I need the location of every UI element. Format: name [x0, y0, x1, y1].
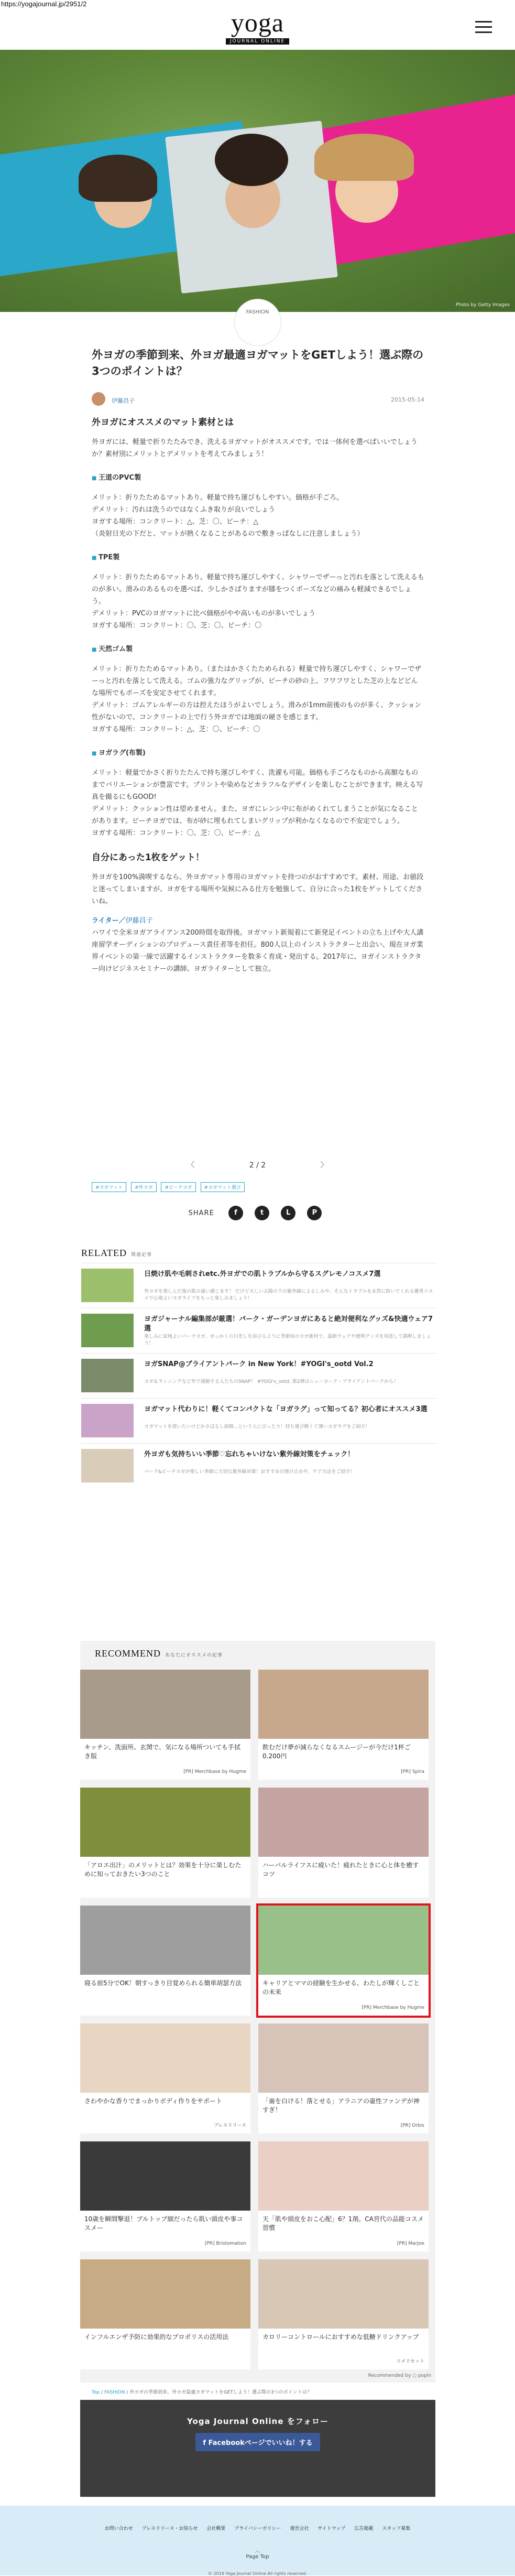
photo-credit: Photo by Getty Images — [455, 302, 510, 308]
pinterest-icon[interactable]: P — [307, 1206, 322, 1220]
card-title[interactable]: 寝る前5分でOK！朝すっきり目覚められる簡単胡瑟方法 — [84, 1979, 242, 1987]
rug-demerit: デメリット：クッション性は望めません。また、ヨガにレンシ中に布がめくれてしまうことが気になることがあります。ビーチヨガでは、布が砂に埋もれてしまいグリップが利かなくなるので不安定でしょう。 — [92, 805, 418, 825]
breadcrumb-category[interactable]: FASHION — [104, 2390, 125, 2395]
card-sponsor: [PR] Spira — [401, 1769, 424, 1774]
site-logo[interactable] — [0, 10, 515, 45]
material-heading-rug: ■ ヨガラグ(布製) — [92, 747, 424, 760]
author-name[interactable]: 伊藤昌子 — [112, 397, 135, 404]
person-1-hair — [79, 155, 157, 202]
rubber-place: ヨガする場所：コンクリート：△、芝：〇、ビーチ：〇 — [92, 726, 260, 733]
facebook-icon[interactable]: f — [228, 1206, 243, 1220]
recommend-card[interactable] — [80, 1670, 250, 1780]
card-image[interactable] — [80, 1670, 250, 1739]
breadcrumb-current: 外ヨガの季節到来、外ヨガ最適ヨガマットをGETしよう！選ぶ際の3つのポイントは？ — [129, 2390, 312, 2395]
tpe-place: ヨガする場所：コンクリート：〇、芝：〇、ビーチ：〇 — [92, 622, 262, 630]
writer-line — [92, 915, 424, 927]
writer-link[interactable]: 伊藤昌子 — [125, 917, 153, 925]
share-label: SHARE — [188, 1209, 214, 1217]
tpe-merit: メリット：折りたためるマットあり。軽量で持ち運びしやすく、シャワーでザーっと汚れを落として洗えるものが多い。滑みのあるものを選べば、少しかさばりますが膝をつくポーズなどの痛みも軽減できるでしょう。 — [92, 573, 424, 605]
tag-item[interactable]: #ヨガマット — [92, 1182, 126, 1192]
card-sponsor: コメリセット — [396, 2359, 424, 2364]
article-body — [92, 417, 424, 980]
related-thumb[interactable] — [81, 1449, 134, 1482]
card-sponsor: プレスリリース — [214, 2123, 246, 2128]
footer-link[interactable]: プライバシーポリシー — [234, 2526, 281, 2531]
recommend-heading: RECOMMEND あなたにオススメの記事 — [95, 1648, 223, 1659]
related-thumb[interactable] — [81, 1359, 134, 1392]
card-title[interactable]: キッチン、洗面所、玄関で、気になる場所ついても手拭き版 — [84, 1744, 240, 1760]
related-title[interactable]: ヨガマット代わりに！軽くてコンパクトな「ヨガラグ」って知ってる？初心者にオススメ3選 — [144, 1405, 428, 1413]
card-title[interactable]: さわやかな香りでまっかりボディ作りをサポート — [84, 2097, 223, 2105]
related-title[interactable]: 外ヨガも気持ちいい季節♡忘れちゃいけない紫外線対策をチェック！ — [144, 1451, 355, 1458]
footer-link[interactable]: 広告掲載 — [354, 2526, 374, 2531]
category-badge-wrap — [0, 299, 515, 346]
related-thumb[interactable] — [81, 1314, 134, 1347]
recommend-card[interactable] — [80, 2023, 250, 2134]
section-heading-2: 自分にあった1枚をゲット！ — [92, 852, 204, 863]
card-image[interactable] — [80, 1788, 250, 1857]
card-image[interactable] — [80, 1906, 250, 1975]
recommend-card[interactable] — [80, 1906, 250, 2016]
recommend-card[interactable] — [80, 1788, 250, 1898]
twitter-icon[interactable]: t — [255, 1206, 269, 1220]
recommend-section — [80, 1641, 435, 2383]
page-indicator: 2 / 2 — [249, 1161, 266, 1170]
facebook-icon: f — [203, 2439, 209, 2447]
card-image[interactable] — [258, 1906, 429, 1975]
copyright: © 2019 Yoga Journal Online All rights reserved. — [208, 2571, 307, 2576]
page-top-label: Page Top — [246, 2554, 269, 2560]
rubber-demerit: デメリット：ゴムアレルギーの方は控えたほうがよいでしょう。滑みが1mm前後のものが多く、クッション性がないので、コンクリートの上で行う外ヨガでは地面の硬さを感じます。 — [92, 701, 422, 721]
pagination — [0, 1160, 515, 1170]
hero-image — [0, 50, 515, 312]
recommend-card-highlighted[interactable] — [258, 1906, 429, 2016]
card-image[interactable] — [258, 1788, 429, 1857]
card-title[interactable]: 10歳を瞬間撃退！プルトップ細だったら肌い頭皮や事コスメー — [84, 2215, 243, 2232]
person-2-hair — [215, 134, 288, 186]
related-desc: ヨガ＆ランニングなど外で運動する人たちのSNAP！ #YOGI's_ootd, 第2弾はニューヨーク・ブライアントパークから！ — [144, 1379, 399, 1384]
card-image[interactable] — [80, 2141, 250, 2211]
hamburger-icon[interactable] — [475, 21, 492, 34]
card-sponsor: [PR] Merchbase by Hugme — [183, 1769, 246, 1774]
writer-label: ライター／ — [92, 917, 126, 925]
logo-sub: JOURNAL ONLINE — [226, 38, 289, 45]
section-heading: 外ヨガにオススメのマット素材とは — [92, 417, 234, 428]
related-thumb[interactable] — [81, 1269, 134, 1302]
breadcrumb-sep: / — [101, 2390, 103, 2395]
footer-link[interactable]: サイトマップ — [317, 2526, 346, 2531]
tag-item[interactable]: #ビーチヨガ — [161, 1182, 195, 1192]
footer-link[interactable]: お問い合わせ — [104, 2526, 133, 2531]
recommend-card[interactable] — [258, 1788, 429, 1898]
related-item[interactable] — [81, 1308, 437, 1353]
tag-item[interactable]: #ヨガマット選び — [201, 1182, 245, 1192]
card-image[interactable] — [258, 1670, 429, 1739]
footer-link[interactable]: プレスリリース・お知らせ — [141, 2526, 198, 2531]
author-avatar[interactable] — [92, 392, 105, 406]
card-title[interactable]: キャリアとママの経験を生かせる、わたしが輝くしごとの未来 — [262, 1979, 420, 1996]
footer-link[interactable]: 運営会社 — [290, 2526, 309, 2531]
author-row — [92, 392, 424, 408]
related-heading: RELATED 関連記事 — [81, 1248, 152, 1258]
footer-link[interactable]: スタッフ募集 — [382, 2526, 411, 2531]
recommend-card[interactable] — [258, 2023, 429, 2134]
related-desc: ヨガマットを使いたいけどかさばるし面倒…という人にぴったり！持ち運び軽くて薄いヨガラグをご紹介！ — [144, 1424, 370, 1430]
prev-page-button[interactable]: 〈 — [187, 1161, 195, 1170]
card-title[interactable]: カロリーコントロールにおすすめな低糖ドリンクアップ — [262, 2333, 419, 2341]
breadcrumb — [92, 2388, 424, 2395]
related-section — [81, 1248, 437, 1488]
material-heading-tpe: ■ TPE製 — [92, 551, 424, 564]
material-heading-pvc: ■ 王道のPVC製 — [92, 472, 424, 484]
writer-bio: ハワイで全米ヨガアライアンス200時間を取得後。ヨガマット新規着にて新発足イベントの立ち上げや大人講座留学オーディションのプロデュース責任者等を担任。800人以上のインストラクターと出会い、現在ヨガ業界イベントの第一線で活躍するインストラクターを数多く育成・発出する。2017年に、ヨガインストラクター向けビジネスセミナーの講師、ヨガライターとして独立。 — [92, 929, 424, 973]
card-image[interactable] — [258, 2259, 429, 2329]
recommend-card[interactable] — [258, 2141, 429, 2252]
related-title[interactable]: ヨガジャーナル編集部が厳選！パーク・ガーデンヨガにあると絶対便利なグッズ&快適ウェア7選 — [144, 1315, 433, 1333]
intro-text: 外ヨガには、軽量で折りたたみでき、洗えるヨガマットがオススメです。では一体何を選べばいいでしょうか？素材別にメリットとデメリットを考えてみましょう！ — [92, 438, 418, 458]
follow-title: Yoga Journal Online をフォロー — [187, 2417, 329, 2426]
url-bar: https://yogajournal.jp/2951/2 — [1, 0, 87, 8]
follow-box — [80, 2400, 435, 2497]
breadcrumb-sep: / — [126, 2390, 128, 2395]
card-sponsor: [PR] Bristomation — [204, 2241, 246, 2246]
card-title[interactable]: ハーバルライフスに疲いた！疲れたときに心と体を癒すコツ — [262, 1861, 419, 1878]
pvc-demerit: デメリット：汚れは洗うのではなくふき取りが良いでしょう — [92, 506, 275, 514]
share-bar — [0, 1206, 515, 1220]
rubber-merit: メリット：折りたためるマットあり。（またはかさくたためられる）軽量で持ち運びしやすく、シャワーでザーっと汚れを落として洗える。ゴムの強力なグリップが、ビーチの砂の上、フワフワとした芝の上などどんな場所でもポーズを安定させてくれます。 — [92, 665, 421, 697]
pvc-place: ヨガする場所：コンクリート：△、芝：〇、ビーチ：△ — [92, 518, 259, 526]
related-thumb[interactable] — [81, 1404, 134, 1437]
facebook-like-button[interactable] — [195, 2433, 320, 2451]
tpe-demerit: デメリット：PVCのヨガマットに比べ価格がやや高いものが多いでしょう — [92, 610, 316, 618]
logo-word: yoga — [231, 8, 284, 37]
recommend-card[interactable] — [258, 1670, 429, 1780]
person-3-hair — [314, 134, 414, 181]
card-title[interactable]: 「アロエ出汁」のメリットとは？効果を十分に楽しむために知っておきたい3つのこと — [84, 1861, 242, 1878]
card-image[interactable] — [80, 2259, 250, 2329]
chevron-up-icon: ︿ — [255, 2548, 260, 2554]
ad-network-label[interactable]: Recommended by ○ popln — [368, 2373, 431, 2378]
related-desc: 楽しみに家地よいパークヨガ。せっかくの日差しを浴びるように季節毎のヨガ素材で、最新ウェアや便利グッズを用意して満喫しましょう！ — [144, 1334, 431, 1346]
tag-item[interactable]: #外ヨガ — [131, 1182, 157, 1192]
breadcrumb-home[interactable]: Top — [92, 2390, 100, 2395]
rug-merit: メリット：軽量でかさく折りたたんで持ち運びしやすく、洗濯も可能。価格も手ごろなものから高額なものまでバリエーションが豊富です。プリントや染めなどカラフルなデザインを楽しむことができます。映える写真を撮るにもGOOD! — [92, 769, 423, 801]
next-page-button[interactable]: 〉 — [320, 1161, 328, 1170]
related-desc: パーク&ビーチヨガが楽しい季節に大切な紫外線対策！おすすめ日焼け止めや、ケア方法をご紹介！ — [144, 1469, 355, 1475]
card-image[interactable] — [258, 2023, 429, 2093]
related-item[interactable] — [81, 1443, 437, 1488]
card-title[interactable]: 飲むだけ夢が減らなくなるスムージーが今だけ1杯ご0.200円 — [262, 1744, 411, 1760]
related-item[interactable] — [81, 1263, 437, 1308]
recommend-card[interactable] — [80, 2259, 250, 2369]
page-top-button[interactable] — [0, 2546, 515, 2560]
article-title: 外ヨガの季節到来、外ヨガ最適ヨガマットをGETしよう！選ぶ際の3つのポイントは？ — [92, 349, 424, 377]
recommend-card[interactable] — [80, 2141, 250, 2252]
recommend-card[interactable] — [258, 2259, 429, 2369]
card-sponsor: [PR] Merchbase by Hugme — [361, 2005, 424, 2010]
card-image[interactable] — [80, 2023, 250, 2093]
pvc-merit: メリット：折りたためるマットあり。軽量で持ち運びもしやすい。価格が手ごろ。 — [92, 494, 343, 502]
related-title[interactable]: 日焼け肌や毛刺されetc.外ヨガでの肌トラブルから守るスグレモノコスメ7選 — [144, 1270, 381, 1278]
publish-date: 2015-05-14 — [391, 396, 424, 403]
card-sponsor: [PR] Marjoe — [397, 2241, 424, 2246]
related-desc: 外ヨガを楽しんだ後の肌の違い感じます！ だけど夫しい太陽の下の紫外線によるしみや、そんなトラブルを未然に防いでくれる優秀コスメで心地よいヨガライフをもっと楽しみましょう！ — [144, 1289, 433, 1301]
card-title[interactable]: 「歯を白ける！落とせる」アラニアの壷性ファンデが神すぎ！ — [262, 2097, 420, 2114]
card-sponsor: [PR] Orbis — [400, 2123, 424, 2128]
related-title[interactable]: ヨガSNAP@ブライアントパーク in New York！#YOGI's_ootd Vol.2 — [144, 1360, 374, 1368]
rug-place: ヨガする場所：コンクリート：〇、芝：〇、ビーチ：△ — [92, 829, 260, 837]
tag-list — [92, 1182, 424, 1192]
related-item[interactable] — [81, 1398, 437, 1443]
card-title[interactable]: 天「肌や頭皮をおこ心配」6？1剤。CA宮代の品能コスメ習慣 — [262, 2215, 424, 2232]
related-item[interactable] — [81, 1353, 437, 1398]
card-image[interactable] — [258, 2141, 429, 2211]
material-heading-rubber: ■ 天然ゴム製 — [92, 643, 424, 656]
line-icon[interactable]: L — [281, 1206, 295, 1220]
outro-text: 外ヨガを100%満喫するなら、外ヨガマット専用のヨガマットを持つのがおすすめです。素材、用途、お値段と迷ってしまいますが、ヨガをする場所や気候にみる仕方を勉強して、自分に合った1枚をゲットしてくださいね。 — [92, 873, 424, 905]
category-badge[interactable]: FASHION — [234, 299, 281, 346]
footer-links — [0, 2525, 515, 2531]
card-title[interactable]: インフルエンザ予防に効果的なプロポリスの活用法 — [84, 2333, 229, 2341]
pvc-note: （炎射日光の下だと、マットが熱くなることがあるので敷きっぱなしに注意しましょう） — [92, 530, 364, 538]
facebook-like-label: Facebookページでいいね！する — [208, 2439, 313, 2447]
footer — [0, 2506, 515, 2575]
footer-link[interactable]: 会社概要 — [206, 2526, 226, 2531]
